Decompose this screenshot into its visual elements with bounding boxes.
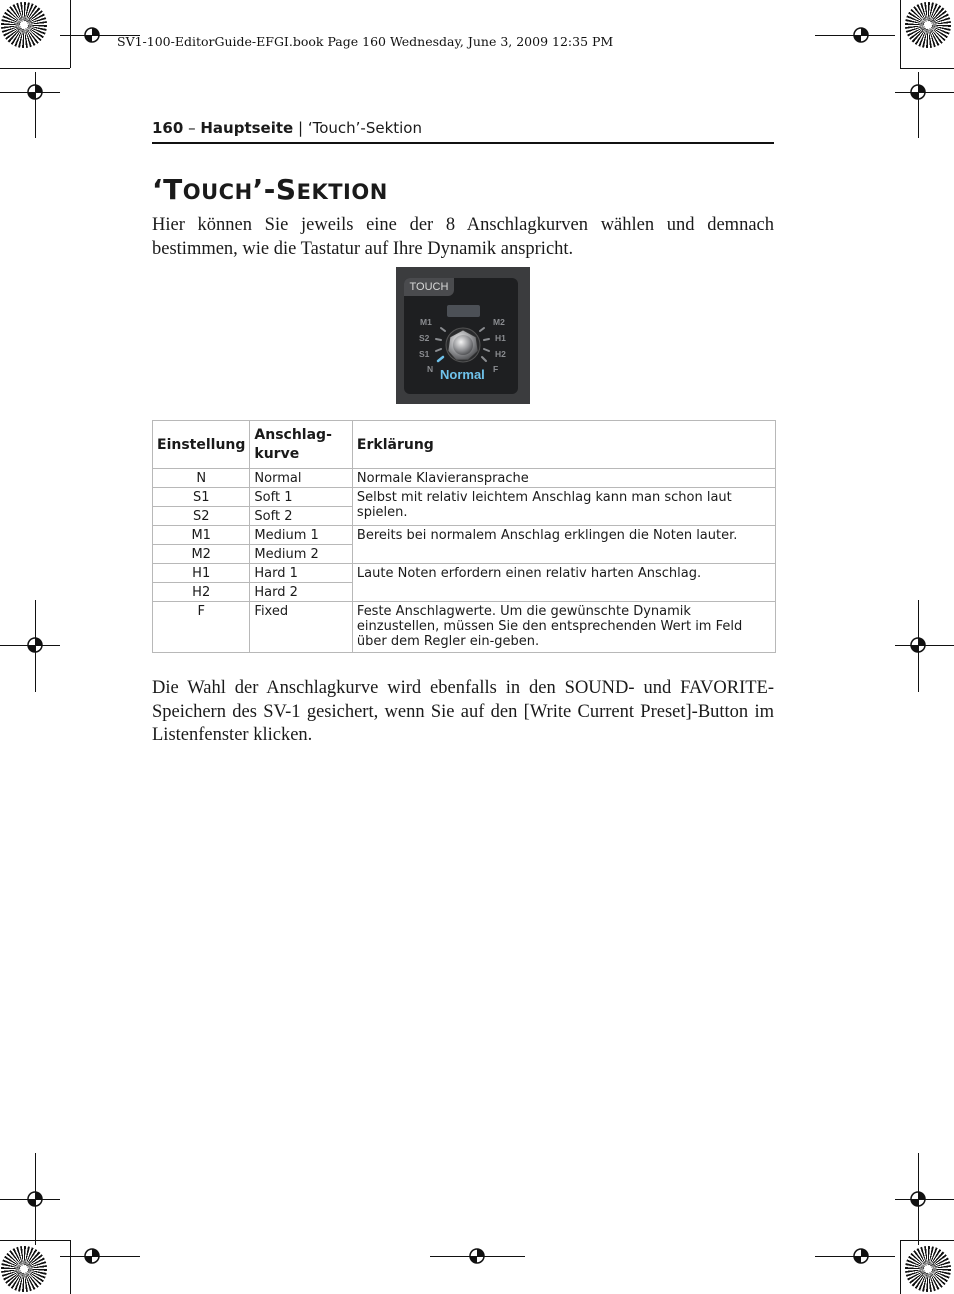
header-rule	[152, 142, 774, 144]
registration-sunburst-bottom-left	[1, 1246, 47, 1292]
table-header-cell: Einstellung	[153, 421, 250, 469]
crosshair-mark	[466, 1245, 488, 1267]
touch-tab-label: TOUCH	[404, 278, 454, 296]
running-header	[152, 119, 422, 137]
curve-label: S1	[419, 349, 430, 359]
table-row	[153, 469, 776, 488]
header-dash: –	[183, 119, 201, 137]
table-cell-explanation: Feste Anschlagwerte. Um die gewünschte Dynamik einzustellen, müssen Sie den entsprechenden Wert im Feld über dem Regler ein-geben.	[352, 602, 775, 653]
title-part: ’-S	[252, 173, 297, 206]
curve-label: H2	[495, 349, 506, 359]
crosshair-mark	[850, 24, 872, 46]
table-row	[153, 564, 776, 583]
table-cell-curve: Fixed	[250, 602, 353, 653]
curve-label: N	[427, 364, 434, 374]
curve-label: H1	[495, 333, 506, 343]
table-cell-explanation: Bereits bei normalem Anschlag erklingen die Noten lauter.	[352, 526, 775, 564]
crosshair-mark	[81, 24, 103, 46]
crop-line	[900, 68, 954, 69]
table-header-cell: Erklärung	[352, 421, 775, 469]
table-cell-setting: N	[153, 469, 250, 488]
crosshair-mark	[24, 81, 46, 103]
section-name: ‘Touch’-Sektion	[307, 119, 422, 137]
registration-sunburst-bottom-right	[905, 1246, 951, 1292]
table-cell-setting: M2	[153, 545, 250, 564]
table-cell-setting: S2	[153, 507, 250, 526]
curve-label: S2	[419, 333, 430, 343]
table-cell-curve: Hard 2	[250, 583, 353, 602]
table-cell-setting: F	[153, 602, 250, 653]
table-cell-setting: M1	[153, 526, 250, 545]
crop-line	[900, 0, 901, 68]
curve-label: F	[493, 364, 499, 374]
crop-line	[70, 0, 71, 68]
crosshair-mark	[81, 1245, 103, 1267]
crop-line	[900, 1240, 954, 1241]
table-cell-curve: Normal	[250, 469, 353, 488]
registration-sunburst-top-left	[1, 2, 47, 48]
crosshair-mark	[850, 1245, 872, 1267]
outro-paragraph: Die Wahl der Anschlagkurve wird ebenfalls in den SOUND- und FAVORITE-Speichern des SV-1 gesichert, wenn Sie auf den [Write Current Preset]-Button im Listenfenster klicken.	[152, 678, 774, 745]
touch-value-readout: Normal	[440, 367, 485, 382]
crosshair-mark	[907, 634, 929, 656]
title-part: OUCH	[182, 180, 253, 204]
crosshair-mark	[24, 634, 46, 656]
print-slug: SV1-100-EditorGuide-EFGI.book Page 160 Wednesday, June 3, 2009 12:35 PM	[117, 34, 614, 49]
table-row	[153, 602, 776, 653]
table-cell-explanation: Laute Noten erfordern einen relativ harten Anschlag.	[352, 564, 775, 602]
table-cell-curve: Soft 1	[250, 488, 353, 507]
table-cell-explanation: Selbst mit relativ leichtem Anschlag kann man schon laut spielen.	[352, 488, 775, 526]
chapter-name: Hauptseite	[200, 119, 294, 137]
crop-line	[900, 1240, 901, 1294]
page-number: 160	[152, 119, 184, 137]
crop-line	[70, 1240, 71, 1294]
touch-knob-icon	[396, 267, 530, 404]
table-cell-setting: H1	[153, 564, 250, 583]
curve-label: M1	[420, 317, 432, 327]
touch-panel-figure	[396, 267, 530, 404]
intro-paragraph: Hier können Sie jeweils eine der 8 Anschlagkurven wählen und demnach bestimmen, wie die Tastatur auf Ihre Dynamik anspricht.	[152, 215, 774, 259]
crosshair-mark	[24, 1188, 46, 1210]
registration-sunburst-top-right	[905, 2, 951, 48]
page-title	[152, 173, 388, 206]
table-header-cell: Anschlag- kurve	[250, 421, 353, 469]
table-cell-explanation: Normale Klavieransprache	[352, 469, 775, 488]
curve-label: M2	[493, 317, 505, 327]
table-header-row	[153, 421, 776, 469]
touch-curve-table	[152, 420, 776, 653]
table-cell-curve: Soft 2	[250, 507, 353, 526]
table-cell-curve: Medium 2	[250, 545, 353, 564]
crosshair-mark	[907, 1188, 929, 1210]
title-part: ‘T	[152, 173, 183, 206]
table-cell-setting: S1	[153, 488, 250, 507]
table-cell-setting: H2	[153, 583, 250, 602]
crop-line	[0, 68, 70, 69]
header-separator: |	[293, 119, 308, 137]
table-cell-curve: Hard 1	[250, 564, 353, 583]
table-cell-curve: Medium 1	[250, 526, 353, 545]
table-row	[153, 526, 776, 545]
crosshair-mark	[907, 81, 929, 103]
title-part: EKTION	[296, 180, 388, 204]
table-row	[153, 488, 776, 507]
